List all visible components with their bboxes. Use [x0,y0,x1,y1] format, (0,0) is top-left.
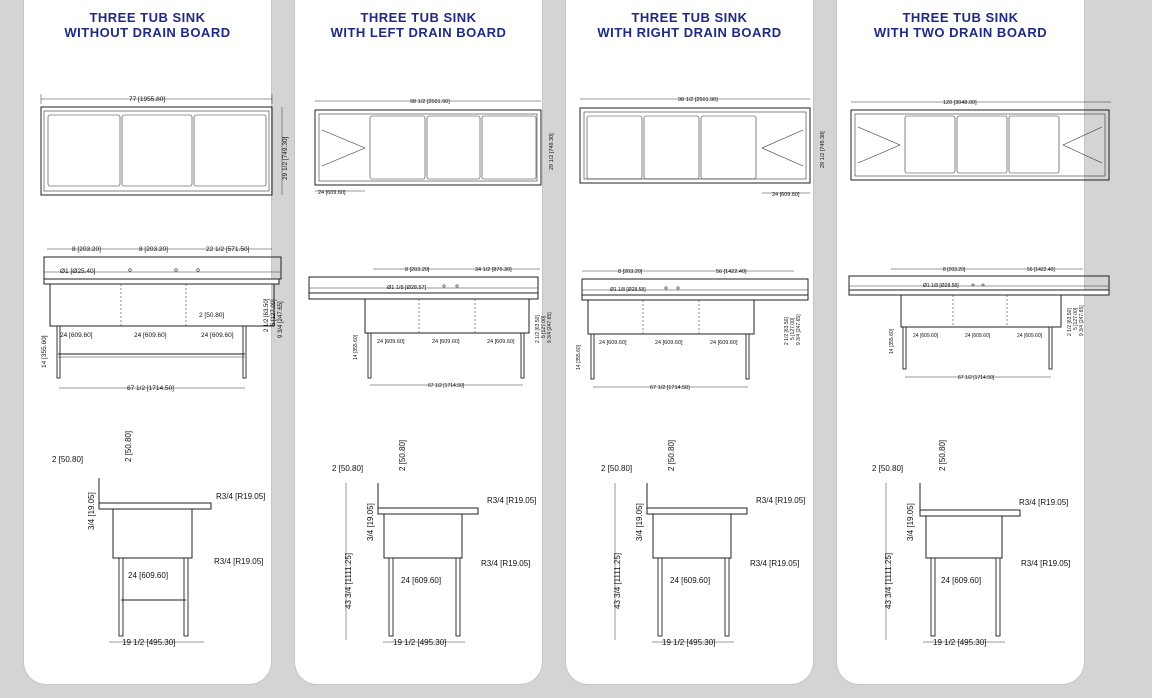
radius-bot-label: R3/4 [R19.05] [1021,559,1071,568]
right-dim-3: 9 3/4 [247.65] [547,312,553,343]
front-view [849,267,1109,381]
radius-bot-label: R3/4 [R19.05] [214,557,264,566]
title-line-2: WITHOUT DRAIN BOARD [64,25,231,40]
right-dim-1: 2 1/2 [63.50] [535,315,541,343]
splash-width-label: 2 [50.80] [332,464,364,473]
radius-top-label: R3/4 [R19.05] [487,496,537,505]
panel-left-drain-board [295,0,555,684]
front-dim-1: 8 [203.20] [618,269,643,275]
front-dim-1: 8 [203.20] [405,267,430,273]
radius-bot-label: R3/4 [R19.05] [481,559,531,568]
drain-dia-label: Ø1 [Ø25.40] [60,268,96,275]
drawing-two-drain-board [837,0,1084,680]
bowl-2-label: 24 [609.60] [965,333,991,339]
right-dim-2: 5 [127.00] [1073,307,1079,330]
top-view [580,97,826,198]
title-line-1: THREE TUB SINK [360,10,477,25]
bowl-label: 24 [609.60] [941,576,982,585]
right-dim-1: 2 1/2 [63.50] [784,317,790,345]
drain-dia-label: Ø1 1/8 [Ø28.58] [610,287,646,293]
splash-height-label: 2 [50.80] [667,439,676,471]
title-line-2: WITH LEFT DRAIN BOARD [330,25,507,40]
legs-span-label: 67 1/2 [1714.50] [127,385,174,392]
top-depth-label: 29 1/2 [749.30] [282,136,289,180]
mid-gap-label: 2 [50.80] [199,312,225,319]
bowl-label: 24 [609.60] [401,576,442,585]
bowl-3-label: 24 [609.60] [487,339,515,345]
front-dim-2: 8 [203.20] [139,246,168,253]
board-width-label: 24 [609.60] [772,192,800,198]
title-line-2: WITH RIGHT DRAIN BOARD [597,25,782,40]
bowl-1-label: 24 [609.60] [913,333,939,339]
lip-label: 3/4 [19.05] [635,503,644,541]
splash-width-label: 2 [50.80] [52,455,84,464]
bowl-1-label: 24 [609.60] [60,332,93,339]
height-label: 43 3/4 [1111.25] [344,552,353,609]
splash-width-label: 2 [50.80] [601,464,633,473]
top-view [851,100,1111,180]
bowl-3-label: 24 [609.60] [201,332,234,339]
title-line-1: THREE TUB SINK [902,10,1019,25]
right-dim-2: 5 [127.00] [790,317,796,340]
bowl-2-label: 24 [609.60] [655,340,683,346]
lip-label: 3/4 [19.05] [906,503,915,541]
right-dim-3: 9 3/4 [247.65] [278,301,284,338]
front-dim-1: 8 [203.20] [72,246,101,253]
lip-label: 3/4 [19.05] [87,492,96,530]
panel-no-drain-board [24,0,289,684]
front-view [41,246,284,392]
splash-height-label: 2 [50.80] [938,439,947,471]
panel-right-drain-board [566,0,826,684]
front-view [576,269,808,391]
splash-height-label: 2 [50.80] [398,439,407,471]
drawing-left-drain-board [295,0,555,680]
side-view [601,440,805,647]
legs-span-label: 67 1/2 [1714.50] [650,385,690,391]
top-width-label: 98 1/2 [2501.90] [678,97,718,103]
front-dim-3: 22 1/2 [571.50] [206,246,250,253]
front-dim-2: 56 [1422.40] [716,269,747,275]
top-depth-label: 29 1/2 [749.30] [549,133,555,170]
radius-bot-label: R3/4 [R19.05] [750,559,800,568]
top-view [41,94,289,195]
front-height-label: 14 [355.60] [41,335,48,368]
side-view [52,431,265,647]
right-dim-2: 5 [127.00] [541,315,547,338]
title-line-1: THREE TUB SINK [631,10,748,25]
bowl-label: 24 [609.60] [670,576,711,585]
drain-dia-label: Ø1 1/8 [Ø28.58] [923,283,959,289]
top-width-label: 98 1/2 [2501.90] [410,99,450,105]
top-depth-label: 29 1/2 [749.30] [820,131,826,168]
legs-depth-label: 19 1/2 [495.30] [393,638,447,647]
right-dim-3: 9 3/4 [247.65] [796,314,802,345]
radius-top-label: R3/4 [R19.05] [756,496,806,505]
legs-depth-label: 19 1/2 [495.30] [122,638,176,647]
right-dim-2: 5 [127.00] [271,299,277,326]
right-dim-1: 2 1/2 [63.50] [264,298,270,332]
lip-label: 3/4 [19.05] [366,503,375,541]
top-width-label: 120 [3048.00] [943,100,977,106]
right-dim-3: 9 3/4 [247.65] [1079,305,1085,336]
panel-two-drain-board [837,0,1084,684]
height-label: 43 3/4 [1111.25] [613,552,622,609]
top-width-label: 77 [1955.80] [129,96,166,103]
top-view [315,99,555,196]
height-label: 43 3/4 [1111.25] [884,552,893,609]
front-dim-2: 56 [1422.40] [1027,267,1055,273]
front-height-label: 14 [355.60] [576,344,582,370]
bowl-3-label: 24 [609.60] [1017,333,1043,339]
front-dim-1: 8 [203.20] [943,267,966,273]
bowl-3-label: 24 [609.60] [710,340,738,346]
drain-dia-label: Ø1 1/8 [Ø28.57] [387,285,427,291]
side-view [872,440,1070,647]
bowl-2-label: 24 [609.60] [432,339,460,345]
drawing-right-drain-board [566,0,826,680]
legs-depth-label: 19 1/2 [495.30] [933,638,987,647]
title-line-2: WITH TWO DRAIN BOARD [873,25,1048,40]
radius-top-label: R3/4 [R19.05] [216,492,266,501]
bowl-2-label: 24 [609.60] [134,332,167,339]
front-height-label: 14 [355.60] [889,328,895,354]
legs-span-label: 67 1/2 [1714.50] [958,375,995,381]
radius-top-label: R3/4 [R19.05] [1019,498,1069,507]
title-line-1: THREE TUB SINK [89,10,206,25]
right-dim-1: 2 1/2 [63.50] [1067,308,1073,336]
bowl-1-label: 24 [609.60] [599,340,627,346]
bowl-label: 24 [609.60] [128,571,169,580]
side-view [332,440,536,647]
front-view [309,267,553,389]
front-height-label: 14 [355.60] [353,334,359,360]
splash-width-label: 2 [50.80] [872,464,904,473]
board-width-label: 24 [609.60] [318,190,346,196]
legs-span-label: 67 1/2 [1714.50] [428,383,465,389]
front-dim-2: 34 1/2 [876.30] [475,267,512,273]
splash-height-label: 2 [50.80] [124,430,133,462]
drawing-no-drain-board [24,0,289,680]
bowl-1-label: 24 [609.60] [377,339,405,345]
legs-depth-label: 19 1/2 [495.30] [662,638,716,647]
